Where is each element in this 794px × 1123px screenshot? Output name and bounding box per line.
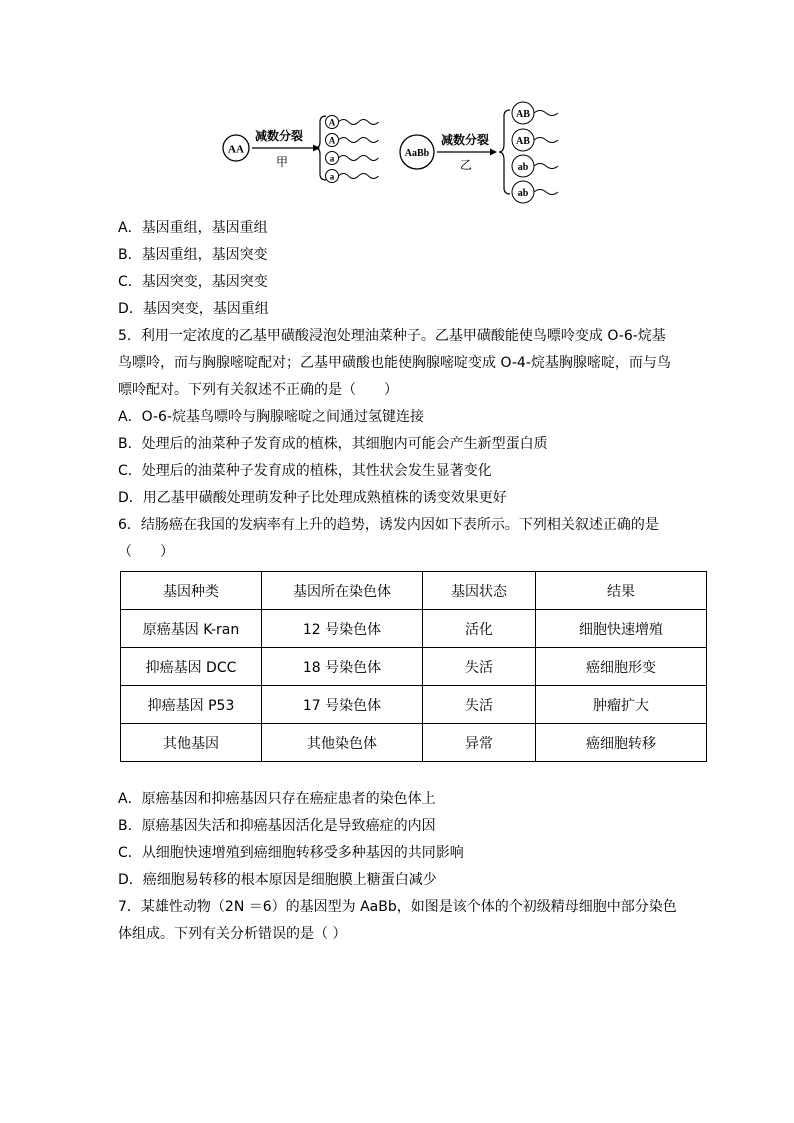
svg-text:ab: ab	[517, 162, 529, 173]
table-cell: 癌细胞转移	[536, 724, 707, 762]
q6-stem-line-1: 6．结肠癌在我国的发病率有上升的趋势，诱发内因如下表所示。下列相关叙述正确的是	[118, 517, 659, 533]
q5-stem-line-1: 5．利用一定浓度的乙基甲磺酸浸泡处理油菜种子。乙基甲磺酸能使鸟嘌呤变成 O-6-烷基	[118, 328, 666, 344]
q5-stem-line-2: 鸟嘌呤，而与胸腺嘧啶配对；乙基甲磺酸也能使胸腺嘧啶变成 O-4-烷基胸腺嘧啶，而与鸟	[118, 355, 671, 371]
table-cell: 抑癌基因 P53	[121, 686, 262, 724]
meiosis-diagram	[220, 96, 580, 208]
q4-option-d: D．基因突变，基因重组	[118, 301, 269, 317]
q5-option-c: C．处理后的油菜种子发育成的植株，其性状会发生显著变化	[118, 463, 492, 479]
cell-AaBb	[400, 135, 434, 169]
table-cell: 细胞快速增殖	[536, 610, 707, 648]
table-header-cell: 结果	[536, 572, 707, 610]
svg-text:A: A	[328, 117, 336, 128]
q4-option-b: B．基因重组，基因突变	[118, 247, 268, 263]
svg-text:a: a	[329, 153, 335, 164]
gamete-ab-2	[512, 181, 558, 203]
svg-text:a: a	[329, 171, 335, 182]
svg-text:A: A	[328, 135, 336, 146]
gamete-A-1	[326, 116, 379, 129]
table-cell: 12 号染色体	[262, 610, 423, 648]
table-cell: 癌细胞形变	[536, 648, 707, 686]
q5-option-a: A．O-6-烷基鸟嘌呤与胸腺嘧啶之间通过氢键连接	[118, 409, 424, 425]
table-row	[121, 648, 707, 686]
q4-option-a: A．基因重组，基因重组	[118, 220, 268, 236]
process-label-left: 减数分裂	[255, 129, 304, 143]
svg-text:ab: ab	[517, 188, 529, 199]
meiosis-figure	[220, 96, 580, 208]
table-row	[121, 610, 707, 648]
q6-option-d: D．癌细胞易转移的根本原因是细胞膜上糖蛋白减少	[118, 872, 437, 888]
gamete-a-1	[326, 152, 379, 165]
q5-option-b: B．处理后的油菜种子发育成的植株，其细胞内可能会产生新型蛋白质	[118, 436, 548, 452]
cell-AA-label: AA	[228, 143, 244, 156]
gamete-ab-1	[512, 155, 558, 177]
svg-text:AB: AB	[516, 136, 530, 147]
svg-text:AB: AB	[516, 109, 530, 120]
table-header-cell: 基因种类	[121, 572, 262, 610]
table-header-cell: 基因所在染色体	[262, 572, 423, 610]
q6-option-b: B．原癌基因失活和抑癌基因活化是导致癌症的内因	[118, 818, 436, 834]
label-jia: 甲	[276, 155, 289, 169]
table-cell: 异常	[423, 724, 536, 762]
table-cell: 其他基因	[121, 724, 262, 762]
q5-option-d: D．用乙基甲磺酸处理萌发种子比处理成熟植株的诱变效果更好	[118, 490, 507, 506]
q6-option-a: A．原癌基因和抑癌基因只存在癌症患者的染色体上	[118, 791, 436, 807]
gamete-AB-2	[512, 129, 558, 151]
table-cell: 原癌基因 K-ran	[121, 610, 262, 648]
table-cell: 肿瘤扩大	[536, 686, 707, 724]
q6-stem-line-2: （ ）	[118, 544, 174, 560]
table-cell: 活化	[423, 610, 536, 648]
gamete-a-2	[326, 170, 379, 183]
q6-option-c: C．从细胞快速增殖到癌细胞转移受多种基因的共同影响	[118, 845, 464, 861]
table-row	[121, 686, 707, 724]
gamete-A-2	[326, 134, 379, 147]
process-label-right: 减数分裂	[441, 133, 490, 147]
q7-stem-line-2: 体组成。下列有关分析错误的是（ ）	[118, 926, 347, 942]
table-cell: 17 号染色体	[262, 686, 423, 724]
table-cell: 18 号染色体	[262, 648, 423, 686]
gamete-AB-1	[512, 102, 558, 124]
cell-AA	[223, 135, 249, 161]
q7-stem-line-1: 7．某雄性动物（2N ＝6）的基因型为 AaBb，如图是该个体的个初级精母细胞中部分染色	[118, 899, 677, 915]
table-cell: 失活	[423, 686, 536, 724]
table-row	[121, 724, 707, 762]
q4-option-c: C．基因突变，基因突变	[118, 274, 268, 290]
label-yi: 乙	[460, 158, 473, 172]
table-header-row	[121, 572, 707, 610]
table-cell: 其他染色体	[262, 724, 423, 762]
q5-stem-line-3: 嘌呤配对。下列有关叙述不正确的是（ ）	[118, 382, 398, 398]
table-cell: 抑癌基因 DCC	[121, 648, 262, 686]
table-header-cell: 基因状态	[423, 572, 536, 610]
table-cell: 失活	[423, 648, 536, 686]
cell-AaBb-label: AaBb	[404, 148, 430, 159]
gene-table	[120, 571, 707, 762]
